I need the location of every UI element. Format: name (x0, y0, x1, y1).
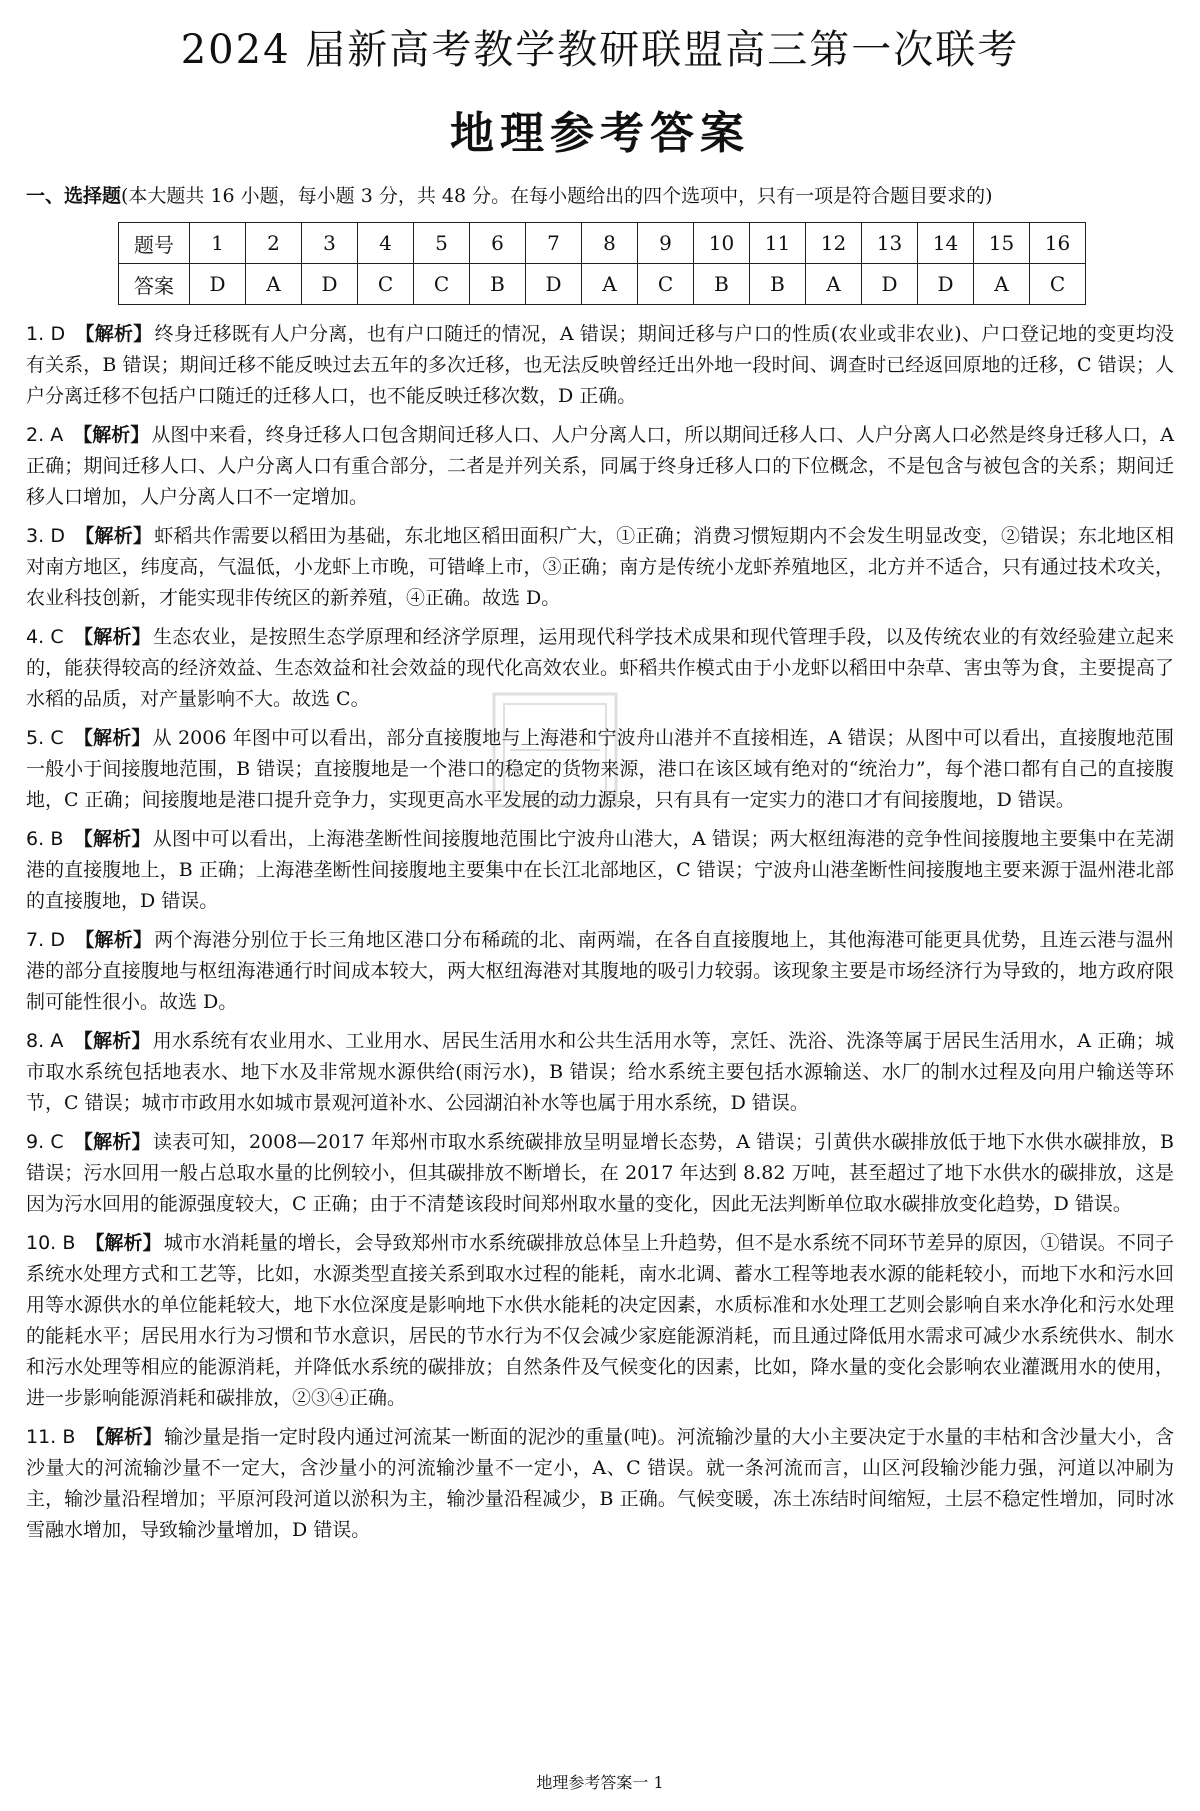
answer-cell: A (246, 264, 302, 305)
item-text: 输沙量是指一定时段内通过河流某一断面的泥沙的重量(吨)。河流输沙量的大小主要决定于水量的丰枯和含沙量大小，含沙量大的河流输沙量不一定大，含沙量小的河流输沙量不一定小，A、C 错误。就一条河流而言，山区河段输沙能力强，河道以冲刷为主，输沙量沿程增加；平原河段河道以淤积为主，输沙量沿程减少，B 正确。气候变暖，冻土冻结时间缩短，土层不稳定性增加，同时冰雪融水增加，导致输沙量增加，D 错误。 (26, 1426, 1174, 1541)
analysis-item (26, 1127, 1174, 1220)
page-footer: 地理参考答案一 1 (536, 1773, 664, 1792)
analysis-item (26, 925, 1174, 1018)
analysis-tag: 【解析】 (73, 1131, 151, 1153)
analysis-item (26, 1422, 1174, 1546)
answer-cell: C (358, 264, 414, 305)
analysis-item (26, 1228, 1174, 1414)
item-text: 城市水消耗量的增长，会导致郑州市水系统碳排放总体呈上升趋势，但不是水系统不同环节差异的原因，①错误。不同子系统水处理方式和工艺等，比如，水源类型直接关系到取水过程的能耗，南水北调、蓄水工程等地表水源的能耗较小，而地下水和污水回用等水源供水的单位能耗较大，地下水位深度是影响地下水供水能耗的决定因素，水质标准和水处理工艺则会影响自来水净化和污水处理的能耗水平；居民用水行为习惯和节水意识，居民的节水行为不仅会减少家庭能源消耗，而且通过降低用水需求可减少水系统供水、制水和污水处理等相应的能源消耗，并降低水系统的碳排放；自然条件及气候变化的因素，比如，降水量的变化会影响农业灌溉用水的使用，进一步影响能源消耗和碳排放，②③④正确。 (26, 1232, 1174, 1409)
question-number-cell: 4 (358, 223, 414, 264)
item-text: 两个海港分别位于长三角地区港口分布稀疏的北、南两端，在各自直接腹地上，其他海港可能更具优势，且连云港与温州港的部分直接腹地与枢纽海港通行时间成本较大，两大枢纽海港对其腹地的吸引力较弱。该现象主要是市场经济行为导致的，地方政府限制可能性很小。故选 D。 (26, 929, 1174, 1013)
analysis-tag: 【解析】 (75, 323, 153, 345)
analysis-item (26, 1026, 1174, 1119)
analysis-tag: 【解析】 (73, 727, 151, 749)
item-number: 11. B (26, 1426, 76, 1448)
question-number-cell: 10 (694, 223, 750, 264)
answer-cell: B (750, 264, 806, 305)
item-number: 8. A (26, 1030, 64, 1052)
answer-cell: D (526, 264, 582, 305)
question-number-row (119, 223, 1086, 264)
answer-cell: C (414, 264, 470, 305)
analysis-item (26, 824, 1174, 917)
watermark-stamp (490, 690, 620, 810)
answer-cell: D (190, 264, 246, 305)
item-text: 从 2006 年图中可以看出，部分直接腹地与上海港和宁波舟山港并不直接相连，A 错误；从图中可以看出，直接腹地范围一般小于间接腹地范围，B 错误；直接腹地是一个港口的稳定的货物来源，港口在该区域有绝对的“统治力”，每个港口都有自己的直接腹地，C 正确；间接腹地是港口提升竞争力，实现更高水平发展的动力源泉，只有具有一定实力的港口才有间接腹地，D 错误。 (26, 727, 1174, 811)
section-heading (26, 182, 1174, 210)
item-number: 10. B (26, 1232, 76, 1254)
answer-cell: B (470, 264, 526, 305)
item-text: 虾稻共作需要以稻田为基础，东北地区稻田面积广大，①正确；消费习惯短期内不会发生明显改变，②错误；东北地区相对南方地区，纬度高，气温低，小龙虾上市晚，可错峰上市，③正确；南方是传统小龙虾养殖地区，北方并不适合，只有通过技术攻关，农业科技创新，才能实现非传统区的新养殖，④正确。故选 D。 (26, 525, 1174, 609)
analysis-tag: 【解析】 (75, 929, 153, 951)
item-text: 读表可知，2008—2017 年郑州市取水系统碳排放呈明显增长态势，A 错误；引黄供水碳排放低于地下水供水碳排放，B 错误；污水回用一般占总取水量的比例较小，但其碳排放不断增长，在 2017 年达到 8.82 万吨，甚至超过了地下水供水的碳排放，这是因为污水回用的能源强度较大，C 正确；由于不清楚该段时间郑州取水量的变化，因此无法判断单位取水碳排放变化趋势，D 错误。 (26, 1131, 1174, 1215)
item-number: 9. C (26, 1131, 64, 1153)
item-number: 1. D (26, 323, 66, 345)
analysis-item (26, 420, 1174, 513)
question-number-cell: 14 (918, 223, 974, 264)
analysis-tag: 【解析】 (73, 1030, 151, 1052)
item-number: 3. D (26, 525, 66, 547)
item-number: 4. C (26, 626, 64, 648)
question-number-cell: 8 (582, 223, 638, 264)
answer-cell: D (302, 264, 358, 305)
analysis-list (26, 319, 1174, 1546)
answer-cell: A (806, 264, 862, 305)
answer-cell: A (582, 264, 638, 305)
analysis-item (26, 521, 1174, 614)
analysis-tag: 【解析】 (75, 525, 153, 547)
question-number-cell: 13 (862, 223, 918, 264)
question-number-cell: 7 (526, 223, 582, 264)
answer-cell: D (918, 264, 974, 305)
exam-header-title: 2024 届新高考教学教研联盟高三第一次联考 (180, 27, 1020, 73)
section-instruction: (本大题共 16 小题，每小题 3 分，共 48 分。在每小题给出的四个选项中，只有一项是符合题目要求的) (121, 185, 993, 207)
analysis-tag: 【解析】 (85, 1426, 163, 1448)
analysis-tag: 【解析】 (73, 424, 150, 446)
item-text: 终身迁移既有人户分离，也有户口随迁的情况，A 错误；期间迁移与户口的性质(农业或非农业)、户口登记地的变更均没有关系，B 错误；期间迁移不能反映过去五年的多次迁移，也无法反映曾经迁出外地一段时间、调查时已经返回原地的迁移，C 错误；人户分离迁移不包括户口随迁的迁移人口，也不能反映迁移次数，D 正确。 (26, 323, 1174, 407)
analysis-tag: 【解析】 (73, 626, 152, 648)
item-text: 从图中来看，终身迁移人口包含期间迁移人口、人户分离人口，所以期间迁移人口、人户分离人口必然是终身迁移人口，A 正确；期间迁移人口、人户分离人口有重合部分，二者是并列关系，同属于终身迁移人口的下位概念，不是包含与被包含的关系；期间迁移人口增加，人户分离人口不一定增加。 (26, 424, 1174, 508)
item-text: 生态农业，是按照生态学原理和经济学原理，运用现代科学技术成果和现代管理手段，以及传统农业的有效经验建立起来的，能获得较高的经济效益、生态效益和社会效益的现代化高效农业。虾稻共作模式由于小龙虾以稻田中杂草、害虫等为食，主要提高了水稻的品质，对产量影响不大。故选 C。 (26, 626, 1174, 710)
analysis-tag: 【解析】 (85, 1232, 162, 1254)
question-number-cell: 3 (302, 223, 358, 264)
item-number: 2. A (26, 424, 64, 446)
analysis-tag: 【解析】 (73, 828, 151, 850)
row-label-number: 题号 (119, 223, 190, 264)
question-number-cell: 1 (190, 223, 246, 264)
document-title: 地理参考答案 (450, 108, 750, 159)
question-number-cell: 9 (638, 223, 694, 264)
question-number-cell: 11 (750, 223, 806, 264)
answer-cell: D (862, 264, 918, 305)
answer-table (118, 222, 1086, 305)
answer-row (119, 264, 1086, 305)
answer-cell: C (1030, 264, 1086, 305)
question-number-cell: 15 (974, 223, 1030, 264)
item-text: 用水系统有农业用水、工业用水、居民生活用水和公共生活用水等，烹饪、洗浴、洗涤等属于居民生活用水，A 正确；城市取水系统包括地表水、地下水及非常规水源供给(雨污水)，B 错误；给水系统主要包括水源输送、水厂的制水过程及向用户输送等环节，C 错误；城市市政用水如城市景观河道补水、公园湖泊补水等也属于用水系统，D 错误。 (26, 1030, 1175, 1114)
item-number: 7. D (26, 929, 66, 951)
question-number-cell: 5 (414, 223, 470, 264)
question-number-cell: 2 (246, 223, 302, 264)
item-number: 5. C (26, 727, 64, 749)
question-number-cell: 16 (1030, 223, 1086, 264)
analysis-item (26, 319, 1174, 412)
item-text: 从图中可以看出，上海港垄断性间接腹地范围比宁波舟山港大，A 错误；两大枢纽海港的竞争性间接腹地主要集中在芜湖港的直接腹地上，B 正确；上海港垄断性间接腹地主要集中在长江北部地区，C 错误；宁波舟山港垄断性间接腹地主要来源于温州港北部的直接腹地，D 错误。 (26, 828, 1174, 912)
question-number-cell: 12 (806, 223, 862, 264)
section-name: 一、选择题 (26, 185, 122, 207)
answer-cell: B (694, 264, 750, 305)
item-number: 6. B (26, 828, 64, 850)
answer-cell: C (638, 264, 694, 305)
row-label-answer: 答案 (119, 264, 190, 305)
answer-cell: A (974, 264, 1030, 305)
question-number-cell: 6 (470, 223, 526, 264)
